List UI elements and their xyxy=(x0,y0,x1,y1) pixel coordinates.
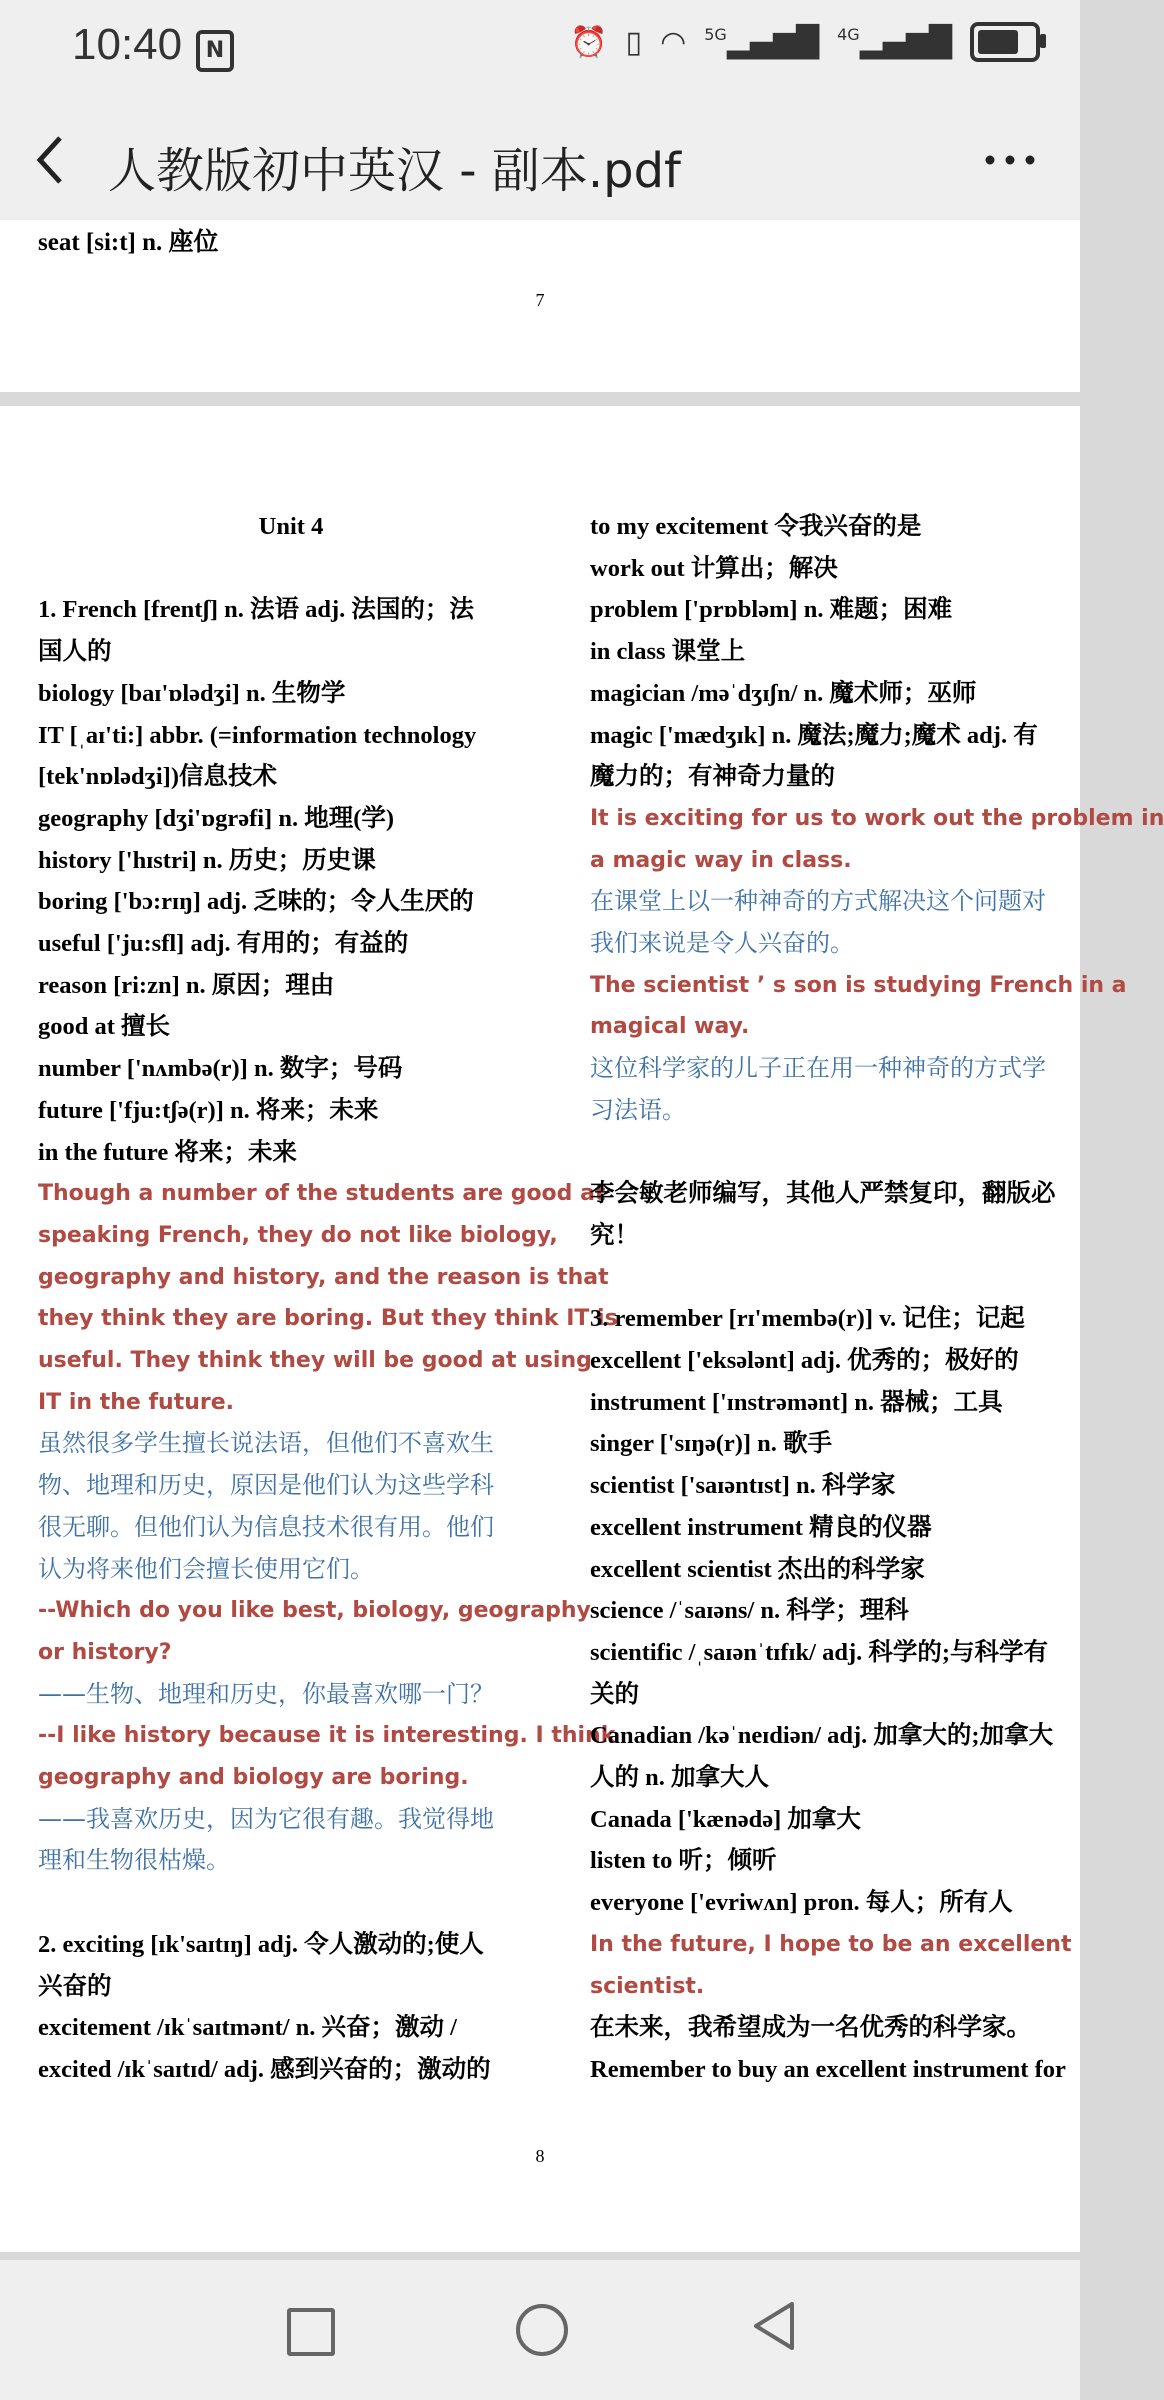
text-line: Remember to buy an excellent instrument for xyxy=(590,2055,1066,2083)
text-line: useful. They think they will be good at using xyxy=(38,1348,592,1374)
text-line: future ['fju:tʃə(r)] n. 将来；未来 xyxy=(38,1096,379,1124)
text-line: 3. remember [rɪ'membə(r)] v. 记住；记起 xyxy=(590,1305,1025,1333)
text-line: ——我喜欢历史，因为它很有趣。我觉得地 xyxy=(38,1804,494,1833)
text-line: 习法语。 xyxy=(590,1095,686,1124)
text-line: singer ['sɪŋə(r)] n. 歌手 xyxy=(590,1430,833,1458)
back-button[interactable] xyxy=(30,130,70,206)
text-line: Canadian /kəˈneɪdiən/ adj. 加拿大的;加拿大 xyxy=(590,1722,1054,1750)
square-icon[interactable] xyxy=(287,2308,335,2356)
text-line: --I like history because it is interesting. I think xyxy=(38,1723,616,1749)
text-line: 在未来，我希望成为一名优秀的科学家。 xyxy=(590,2014,1031,2042)
text-line: 魔力的；有神奇力量的 xyxy=(590,763,835,791)
text-line: magic ['mædʒɪk] n. 魔法;魔力;魔术 adj. 有 xyxy=(590,721,1038,749)
text-line: excellent instrument 精良的仪器 xyxy=(590,1513,932,1541)
text-line: excitement /ɪkˈsaɪtmənt/ n. 兴奋；激动 / xyxy=(38,2014,457,2042)
text-line: listen to 听；倾听 xyxy=(590,1847,777,1875)
document-title: 人教版初中英汉 - 副本.pdf xyxy=(108,143,681,199)
clock: 10:40 xyxy=(72,20,183,69)
text-line: excited /ɪkˈsaɪtɪd/ adj. 感到兴奋的；激动的 xyxy=(38,2055,491,2083)
app-bar xyxy=(0,110,1080,220)
text-line: In the future, I hope to be an excellent xyxy=(590,1931,1072,1957)
text-line: scientist. xyxy=(590,1973,705,1999)
text-line: geography [dʒi'ɒgrəfi] n. 地理(学) xyxy=(38,804,395,832)
text-line: It is exciting for us to work out the problem in xyxy=(590,805,1164,831)
text-line: 虽然很多学生擅长说法语，但他们不喜欢生 xyxy=(38,1429,494,1458)
blank-line xyxy=(590,1132,1110,1174)
blank-line xyxy=(38,1882,544,1924)
text-line: 究！ xyxy=(590,1221,639,1249)
chevron-left-icon xyxy=(30,130,70,190)
text-line: number ['nʌmbə(r)] n. 数字；号码 xyxy=(38,1055,403,1083)
text-line: 理和生物很枯燥。 xyxy=(38,1846,230,1875)
text-line: good at 擅长 xyxy=(38,1013,171,1041)
page-7-entry: seat [si:t] n. 座位 xyxy=(38,229,219,256)
text-line: in class 课堂上 xyxy=(590,638,746,666)
triangle-back-icon[interactable] xyxy=(744,2296,804,2356)
text-line: 关的 xyxy=(590,1680,639,1708)
text-line: geography and biology are boring. xyxy=(38,1765,469,1791)
text-line: useful ['ju:sfl] adj. 有用的；有益的 xyxy=(38,930,409,958)
text-line: 国人的 xyxy=(38,638,112,666)
battery-icon xyxy=(970,22,1040,62)
text-line: Canada ['kænədə] 加拿大 xyxy=(590,1805,861,1833)
text-line: magician /məˈdʒɪʃn/ n. 魔术师；巫师 xyxy=(590,679,977,707)
text-line: they think they are boring. But they think IT is xyxy=(38,1306,618,1332)
text-line: to my excitement 令我兴奋的是 xyxy=(590,513,922,540)
text-line: science /ˈsaɪəns/ n. 科学；理科 xyxy=(590,1597,909,1625)
nfc-icon: N xyxy=(196,30,234,72)
text-line: biology [baɪ'ɒlədʒi] n. 生物学 xyxy=(38,679,346,707)
circle-icon[interactable] xyxy=(516,2304,568,2356)
page-number: 8 xyxy=(535,2146,545,2166)
text-line: or history? xyxy=(38,1639,172,1665)
text-line: instrument ['ɪnstrəmənt] n. 器械；工具 xyxy=(590,1388,1003,1416)
text-line: 我们来说是令人兴奋的。 xyxy=(590,929,854,958)
text-line: 认为将来他们会擅长使用它们。 xyxy=(38,1554,374,1583)
text-line: in the future 将来；未来 xyxy=(38,1138,297,1166)
pdf-viewer[interactable] xyxy=(0,220,1164,2260)
text-line: 人的 n. 加拿大人 xyxy=(590,1764,770,1792)
text-line: [tek'nɒlədʒi])信息技术 xyxy=(38,763,277,791)
page-number: 7 xyxy=(535,290,545,310)
right-column xyxy=(590,506,1164,2091)
more-button[interactable] xyxy=(980,130,1040,202)
text-line: a magic way in class. xyxy=(590,847,852,873)
text-line: work out 计算出；解决 xyxy=(590,554,838,582)
text-line: 很无聊。但他们认为信息技术很有用。他们 xyxy=(38,1512,494,1541)
text-line: speaking French, they do not like biology, xyxy=(38,1222,558,1248)
navigation-bar xyxy=(0,2260,1080,2400)
text-line: boring ['bɔ:rɪŋ] adj. 乏味的；令人生厌的 xyxy=(38,888,474,916)
more-dots-icon xyxy=(980,130,1040,190)
text-line: IT [ˌaɪ'ti:] abbr. (=information technology xyxy=(38,721,477,749)
text-line: 物、地理和历史，原因是他们认为这些学科 xyxy=(38,1471,494,1500)
text-line: 在课堂上以一种神奇的方式解决这个问题对 xyxy=(590,887,1046,916)
text-line: geography and history, and the reason is that xyxy=(38,1264,609,1290)
blank-line xyxy=(590,1257,1110,1299)
text-line: 李会敏老师编写，其他人严禁复印，翻版必 xyxy=(590,1180,1056,1208)
text-line: --Which do you like best, biology, geography xyxy=(38,1598,591,1624)
unit-heading: Unit 4 xyxy=(258,513,324,540)
signal-5g-icon: $^{5G}$▂▄▆█ xyxy=(704,24,820,60)
text-line: 兴奋的 xyxy=(38,1972,112,2000)
text-line: scientific /ˌsaɪənˈtɪfɪk/ adj. 科学的;与科学有 xyxy=(590,1638,1049,1666)
text-line: 1. French [frentʃ] n. 法语 adj. 法国的；法 xyxy=(38,596,474,624)
text-line: everyone ['evriwʌn] pron. 每人；所有人 xyxy=(590,1889,1013,1917)
text-line: The scientist ’ s son is studying French in a xyxy=(590,972,1127,998)
text-line: history ['hɪstri] n. 历史；历史课 xyxy=(38,846,376,874)
text-line: reason [ri:zn] n. 原因；理由 xyxy=(38,971,335,999)
text-line: excellent scientist 杰出的科学家 xyxy=(590,1555,925,1583)
signal-4g-icon: $^{4G}$▂▄▆█ xyxy=(837,24,952,60)
text-line: ——生物、地理和历史，你最喜欢哪一门？ xyxy=(38,1679,494,1708)
text-line: excellent ['eksələnt] adj. 优秀的；极好的 xyxy=(590,1347,1019,1375)
blank-line xyxy=(38,548,544,590)
pdf-page-8 xyxy=(0,406,1164,2252)
text-line: Though a number of the students are good at xyxy=(38,1181,606,1207)
status-icons xyxy=(570,22,1040,62)
pdf-page-7 xyxy=(0,220,1080,392)
status-bar xyxy=(0,0,1080,110)
text-line: magical way. xyxy=(590,1014,750,1040)
text-line: scientist ['saɪəntɪst] n. 科学家 xyxy=(590,1472,896,1500)
text-line: 2. exciting [ɪk'saɪtɪŋ] adj. 令人激动的;使人 xyxy=(38,1930,484,1958)
vibrate-icon: ▯ xyxy=(625,24,643,60)
text-line: 这位科学家的儿子正在用一种神奇的方式学 xyxy=(590,1054,1046,1083)
text-line: IT in the future. xyxy=(38,1389,235,1415)
wifi-icon: ◠ xyxy=(660,24,687,60)
text-line: problem ['prɒbləm] n. 难题；困难 xyxy=(590,596,953,624)
alarm-icon: ⏰ xyxy=(570,24,608,60)
